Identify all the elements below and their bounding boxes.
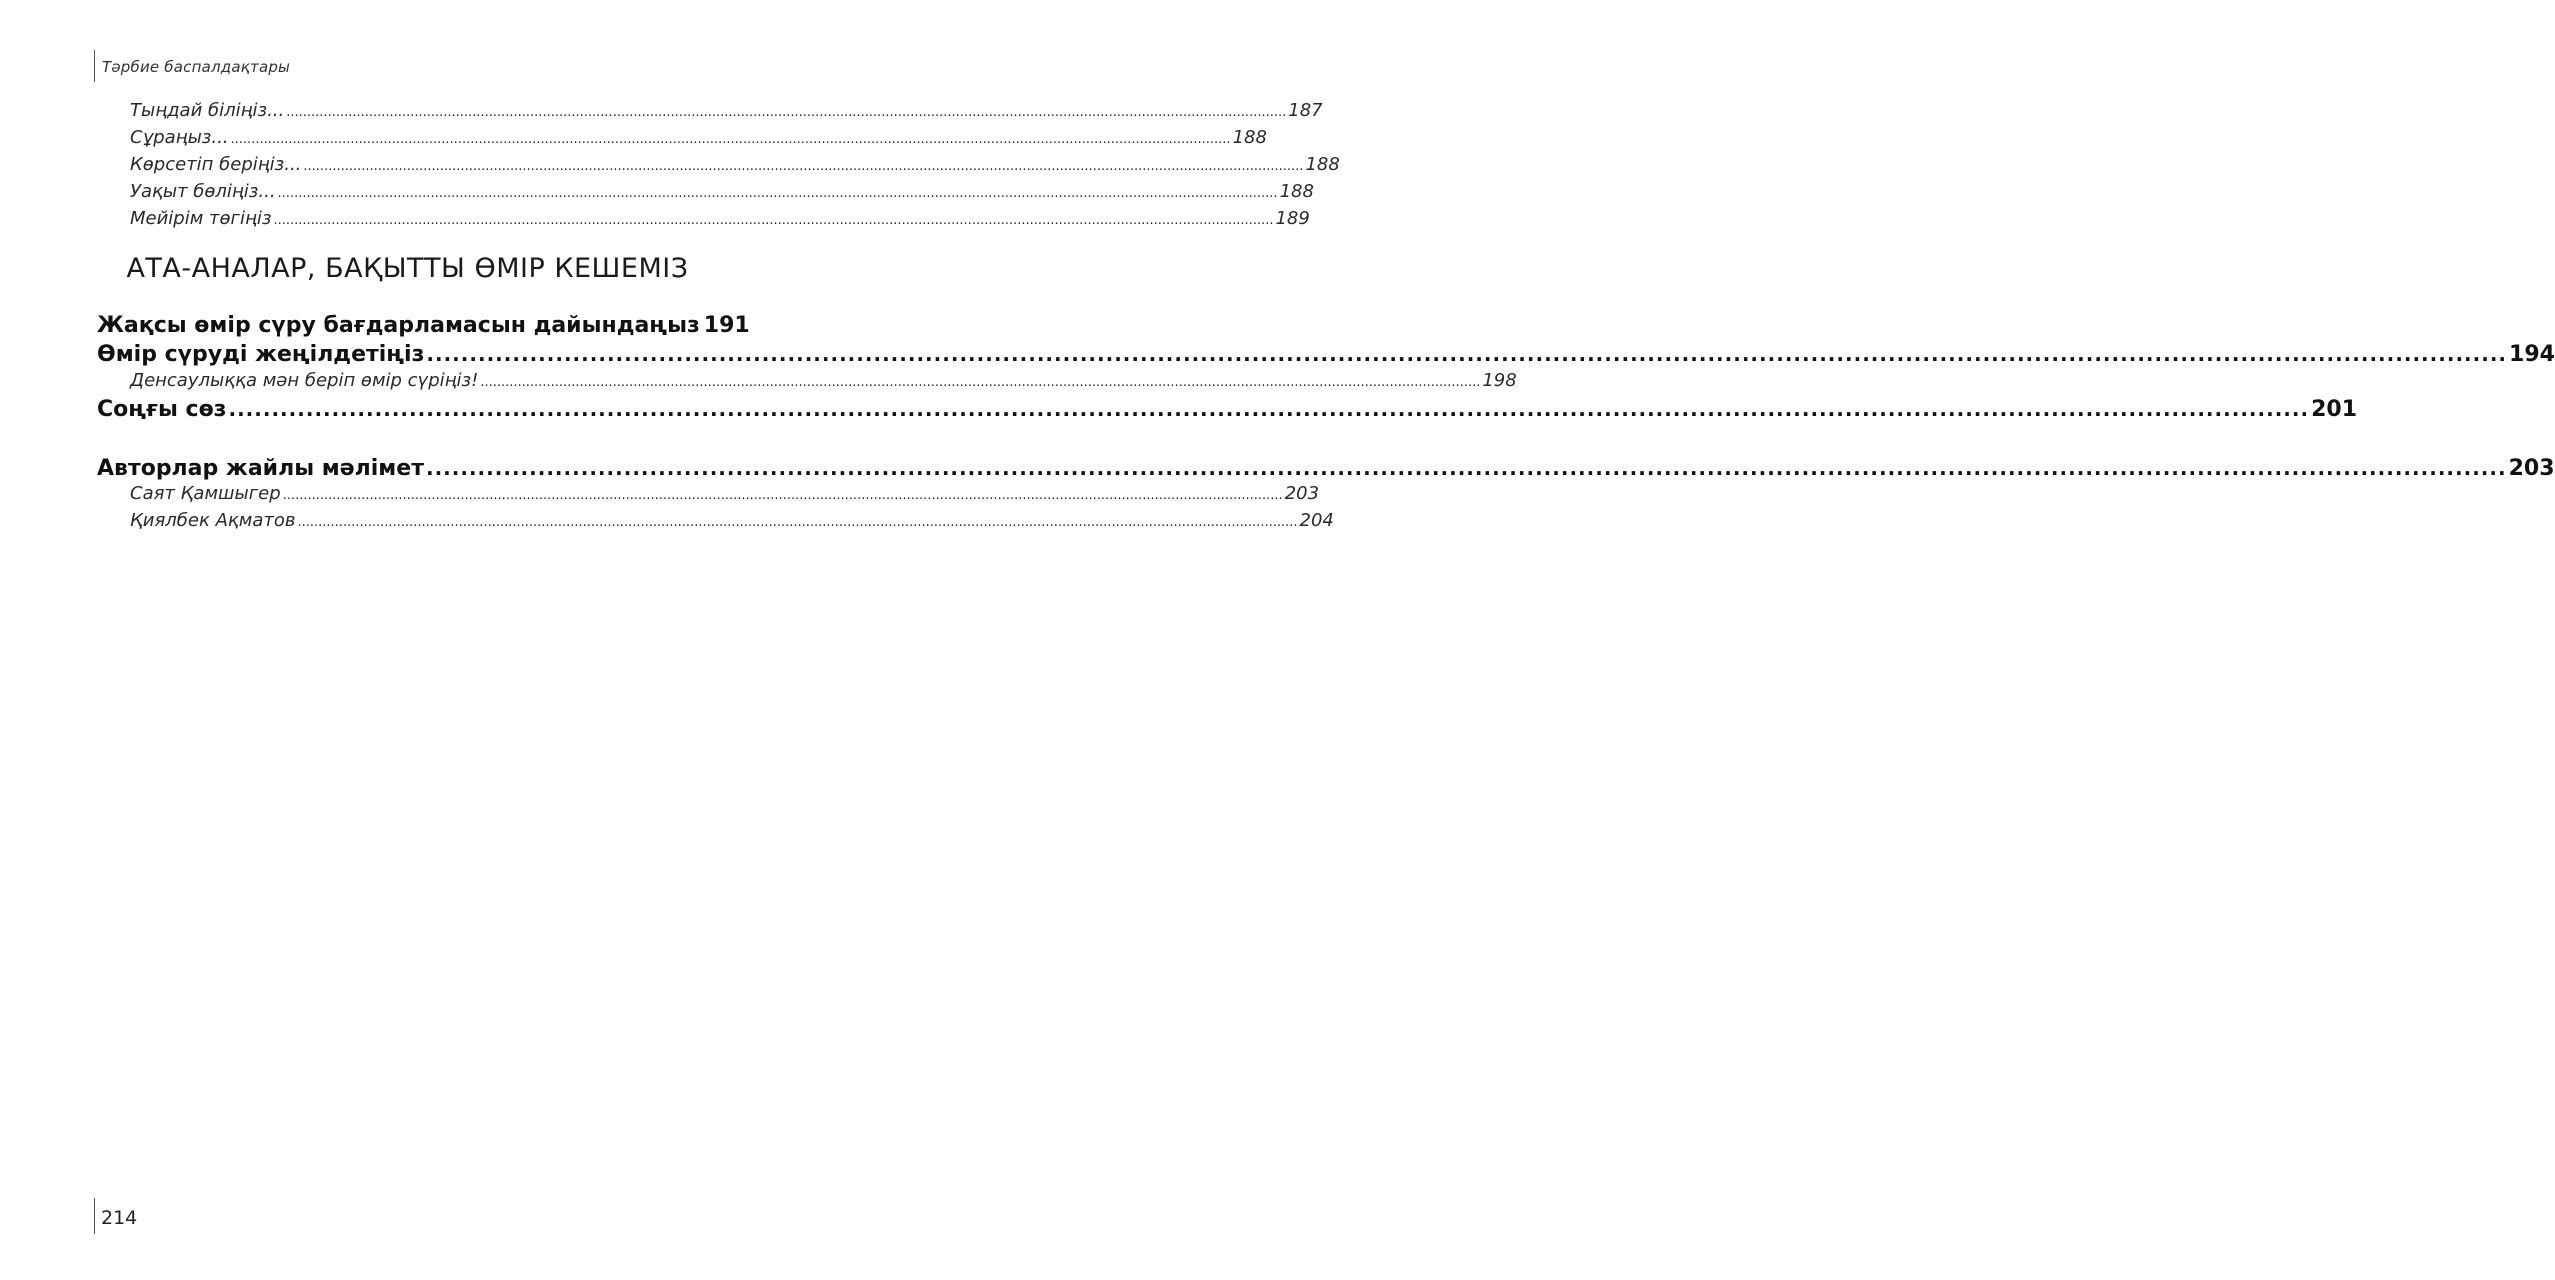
toc-entry-page: 188: [1305, 154, 1340, 175]
dot-leader: [273, 207, 1273, 233]
toc-chapter-title: Соңғы сөз: [97, 397, 227, 422]
toc-entry-title: Көрсетіп беріңіз...: [130, 154, 302, 175]
dot-leader: [480, 369, 1480, 395]
toc-entry: [130, 153, 1340, 177]
toc-entry-page: 189: [1275, 208, 1310, 229]
toc-entry-page: 203: [1284, 483, 1320, 504]
toc-entry-page: 198: [1482, 370, 1517, 391]
toc-entry: [130, 180, 1314, 204]
section-heading: АТА-АНАЛАР, БАҚЫТТЫ ӨМІР КЕШЕМІЗ: [126, 253, 689, 284]
toc-chapter-page: 203: [2508, 456, 2555, 481]
toc-entry-page: 188: [1279, 181, 1314, 202]
page-number: 214: [101, 1207, 138, 1229]
toc-chapter: [97, 453, 2555, 483]
toc-chapter-page: 201: [2311, 397, 2358, 422]
toc-entry-page: 188: [1232, 127, 1267, 148]
dot-leader: [283, 482, 1283, 508]
toc-entry: [130, 482, 1320, 506]
toc-entry-title: Саят Қамшыгер: [130, 483, 281, 504]
toc-entry-title: Мейірім төгіңіз: [130, 208, 272, 229]
toc-entry: [130, 99, 1323, 123]
toc-chapter: [97, 394, 2358, 424]
footer-divider: [94, 1198, 95, 1234]
toc-entry: [130, 126, 1267, 150]
toc-chapter-title: Өмір сүруді жеңілдетіңіз: [97, 342, 425, 367]
toc-entry: [130, 509, 1334, 533]
toc-entry: [130, 369, 1517, 393]
toc-entry-title: Уақыт бөліңіз...: [130, 181, 276, 202]
toc-entry-title: Тыңдай біліңіз...: [130, 100, 285, 121]
toc-entry-page: 187: [1288, 100, 1323, 121]
toc-chapter-title: Жақсы өмір сүру бағдарламасын дайындаңыз: [97, 313, 700, 338]
toc-chapter-title: Авторлар жайлы мәлімет: [97, 456, 424, 481]
running-header: Тәрбие баспалдақтары: [102, 58, 291, 76]
dot-leader: [286, 99, 1286, 125]
dot-leader: [231, 126, 1231, 152]
toc-entry-title: Денсаулыққа мән беріп өмір сүріңіз!: [130, 370, 479, 391]
dot-leader: [297, 509, 1297, 535]
toc-entry-title: Қиялбек Ақматов: [130, 510, 296, 531]
toc-chapter: [97, 310, 750, 340]
dot-leader: [426, 453, 2507, 484]
toc-chapter-page: 191: [703, 313, 750, 338]
toc-entry-title: Сұраңыз...: [130, 127, 229, 148]
header-divider: [94, 50, 95, 82]
toc-chapter: [97, 339, 2555, 369]
toc-chapter-page: 194: [2509, 342, 2555, 367]
dot-leader: [228, 394, 2309, 425]
dot-leader: [303, 153, 1303, 179]
dot-leader: [278, 180, 1278, 206]
toc-entry-page: 204: [1299, 510, 1334, 531]
toc-entry: [130, 207, 1310, 231]
dot-leader: [426, 339, 2507, 370]
